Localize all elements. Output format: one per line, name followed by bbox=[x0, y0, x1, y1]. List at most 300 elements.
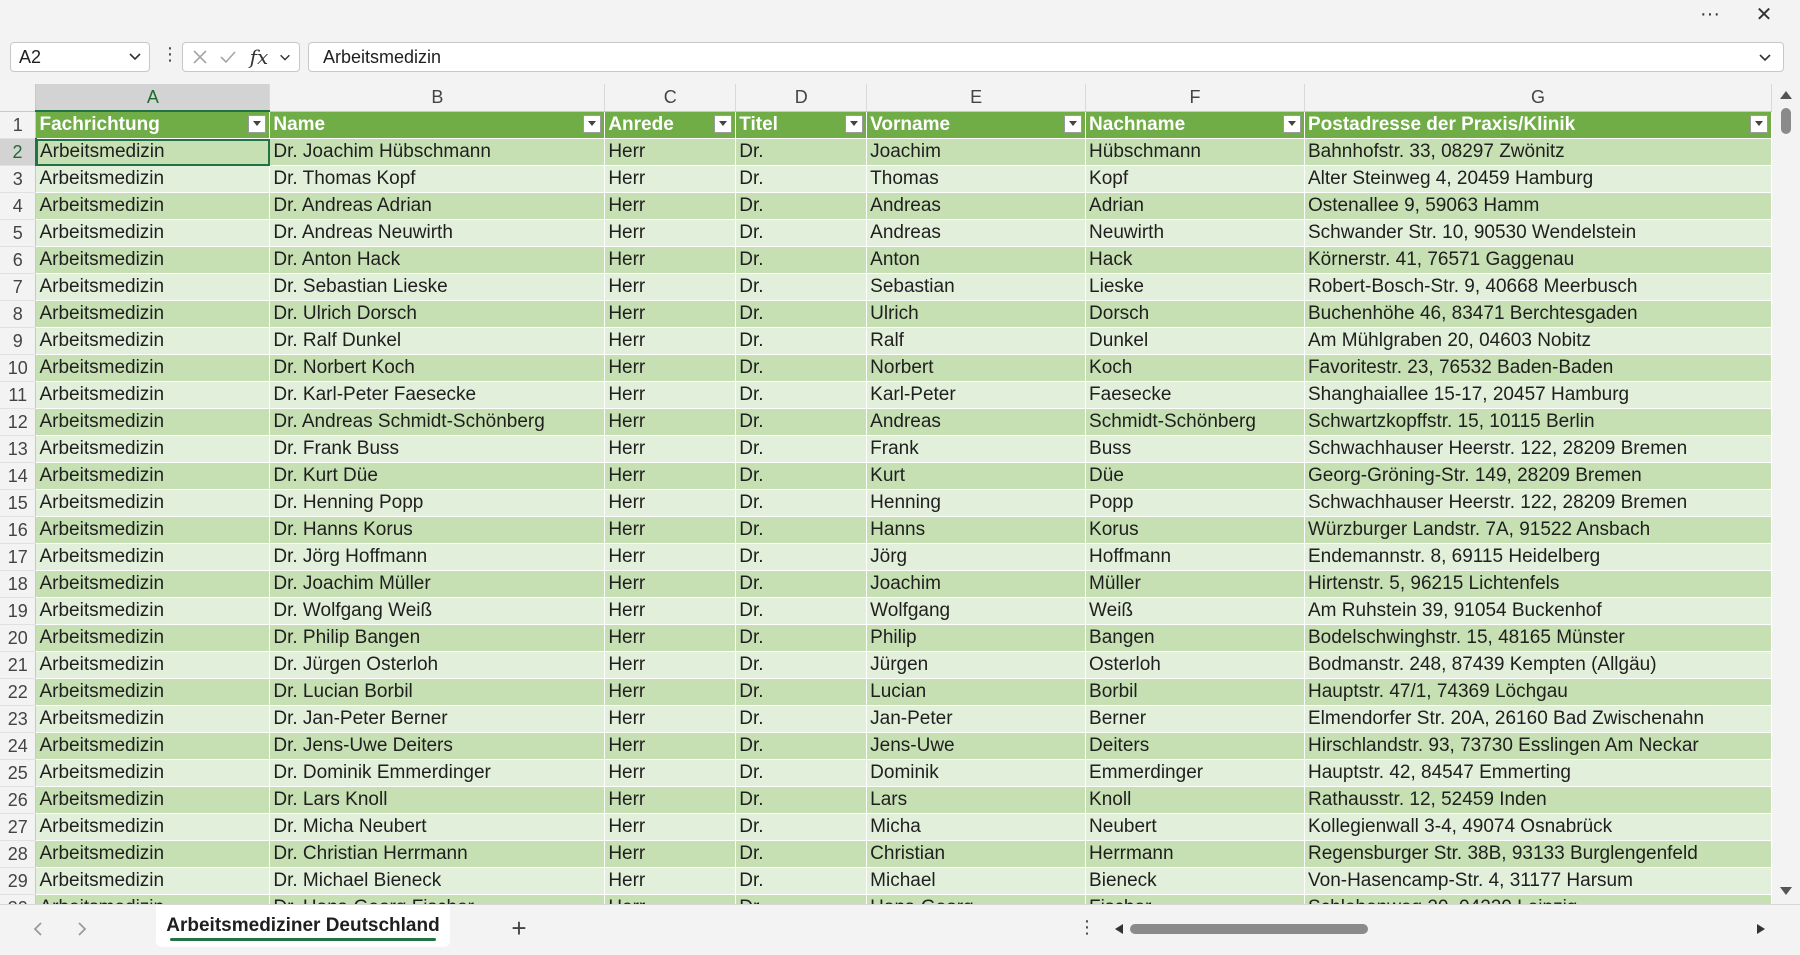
table-row bbox=[0, 301, 1772, 328]
cell-g[interactable]: Georg-Gröning-Str. 149, 28209 Bremen bbox=[1305, 463, 1772, 490]
cell-e[interactable]: Ulrich bbox=[867, 301, 1086, 328]
row-header[interactable]: 15 bbox=[0, 490, 36, 517]
column-header-a[interactable]: A bbox=[36, 84, 270, 111]
cell-c[interactable]: Herr bbox=[605, 571, 736, 598]
cell-d[interactable]: Dr. bbox=[736, 760, 867, 787]
cell-d[interactable]: Dr. bbox=[736, 220, 867, 247]
table-header-cell[interactable] bbox=[867, 111, 1086, 139]
column-header-g[interactable]: G bbox=[1305, 84, 1772, 111]
cell-e[interactable]: Lucian bbox=[867, 679, 1086, 706]
cell-e[interactable]: Jan-Peter bbox=[867, 706, 1086, 733]
cell-f[interactable]: Müller bbox=[1086, 571, 1305, 598]
column-header-d[interactable]: D bbox=[736, 84, 867, 111]
cell-e[interactable]: Lars bbox=[867, 787, 1086, 814]
table-header-cell[interactable] bbox=[605, 111, 736, 139]
cell-g[interactable]: Schwartzkopffstr. 15, 10115 Berlin bbox=[1305, 409, 1772, 436]
cell-a[interactable]: Arbeitsmedizin bbox=[36, 679, 270, 706]
cell-g[interactable]: Hauptstr. 42, 84547 Emmerting bbox=[1305, 760, 1772, 787]
vertical-scrollbar[interactable] bbox=[1772, 84, 1800, 904]
row-header[interactable]: 16 bbox=[0, 517, 36, 544]
cell-d[interactable]: Dr. bbox=[736, 517, 867, 544]
table-row bbox=[0, 139, 1772, 166]
cell-e[interactable]: Jens-Uwe bbox=[867, 733, 1086, 760]
cell-b[interactable]: Dr. Joachim Müller bbox=[270, 571, 605, 598]
vertical-dots-icon[interactable]: ⋮ bbox=[161, 44, 179, 64]
cell-f[interactable]: Adrian bbox=[1086, 193, 1305, 220]
table-row bbox=[0, 679, 1772, 706]
row-header[interactable]: 10 bbox=[0, 355, 36, 382]
next-sheet-icon[interactable] bbox=[72, 919, 92, 939]
cell-d[interactable]: Dr. bbox=[736, 733, 867, 760]
row-header[interactable]: 27 bbox=[0, 814, 36, 841]
cell-d[interactable]: Dr. bbox=[736, 841, 867, 868]
table-header-cell[interactable] bbox=[270, 111, 605, 139]
cell-c[interactable]: Herr bbox=[605, 625, 736, 652]
cell-g[interactable]: Regensburger Str. 38B, 93133 Burglengenfeld bbox=[1305, 841, 1772, 868]
scroll-left-icon[interactable] bbox=[1112, 922, 1126, 936]
insert-function-icon[interactable]: fx bbox=[249, 45, 269, 69]
add-sheet-button[interactable] bbox=[506, 912, 532, 943]
cell-f[interactable]: Deiters bbox=[1086, 733, 1305, 760]
sheet-tab-label: Arbeitsmediziner Deutschland bbox=[166, 915, 440, 936]
column-header-e[interactable]: E bbox=[867, 84, 1086, 111]
cell-b[interactable]: Dr. Lucian Borbil bbox=[270, 679, 605, 706]
cell-a[interactable]: Arbeitsmedizin bbox=[36, 787, 270, 814]
cell-e[interactable]: Thomas bbox=[867, 166, 1086, 193]
cell-f[interactable]: Kopf bbox=[1086, 166, 1305, 193]
cell-c[interactable]: Herr bbox=[605, 868, 736, 895]
filter-dropdown-icon[interactable] bbox=[248, 115, 266, 133]
cell-a[interactable]: Arbeitsmedizin bbox=[36, 598, 270, 625]
table-row bbox=[0, 706, 1772, 733]
cell-c[interactable]: Herr bbox=[605, 706, 736, 733]
cell-e[interactable]: Sebastian bbox=[867, 274, 1086, 301]
column-header-c[interactable]: C bbox=[605, 84, 736, 111]
table-row bbox=[0, 787, 1772, 814]
cell-f[interactable]: Weiß bbox=[1086, 598, 1305, 625]
cell-g[interactable]: Hirtenstr. 5, 96215 Lichtenfels bbox=[1305, 571, 1772, 598]
cell-a[interactable]: Arbeitsmedizin bbox=[36, 706, 270, 733]
cell-a[interactable]: Arbeitsmedizin bbox=[36, 490, 270, 517]
cell-d[interactable]: Dr. bbox=[736, 598, 867, 625]
cell-b[interactable]: Dr. Philip Bangen bbox=[270, 625, 605, 652]
row-header[interactable]: 20 bbox=[0, 625, 36, 652]
table-row bbox=[0, 355, 1772, 382]
cell-e[interactable]: Christian bbox=[867, 841, 1086, 868]
cell-e[interactable]: Wolfgang bbox=[867, 598, 1086, 625]
filter-dropdown-icon[interactable] bbox=[1064, 115, 1082, 133]
previous-sheet-icon[interactable] bbox=[28, 919, 48, 939]
row-header[interactable]: 17 bbox=[0, 544, 36, 571]
cell-f[interactable]: Lieske bbox=[1086, 274, 1305, 301]
cell-d[interactable]: Dr. bbox=[736, 625, 867, 652]
cell-d[interactable]: Dr. bbox=[736, 463, 867, 490]
cell-b[interactable]: Dr. Michael Bieneck bbox=[270, 868, 605, 895]
cell-f[interactable]: Herrmann bbox=[1086, 841, 1305, 868]
row-header[interactable]: 6 bbox=[0, 247, 36, 274]
cell-b[interactable]: Dr. Jan-Peter Berner bbox=[270, 706, 605, 733]
cell-c[interactable]: Herr bbox=[605, 787, 736, 814]
table-header-cell[interactable] bbox=[1086, 111, 1305, 139]
cell-c[interactable]: Herr bbox=[605, 841, 736, 868]
cell-c[interactable]: Herr bbox=[605, 814, 736, 841]
cell-c[interactable]: Herr bbox=[605, 733, 736, 760]
cell-b[interactable]: Dr. Jürgen Osterloh bbox=[270, 652, 605, 679]
cell-e[interactable]: Joachim bbox=[867, 139, 1086, 166]
cell-g[interactable]: Bodmanstr. 248, 87439 Kempten (Allgäu) bbox=[1305, 652, 1772, 679]
cell-d[interactable]: Dr. bbox=[736, 247, 867, 274]
cell-a[interactable]: Arbeitsmedizin bbox=[36, 517, 270, 544]
cell-e[interactable]: Frank bbox=[867, 436, 1086, 463]
cell-f[interactable]: Knoll bbox=[1086, 787, 1305, 814]
close-button[interactable] bbox=[1744, 0, 1784, 28]
cell-a[interactable]: Arbeitsmedizin bbox=[36, 139, 270, 166]
cell-g[interactable]: Favoritestr. 23, 76532 Baden-Baden bbox=[1305, 355, 1772, 382]
cell-a[interactable]: Arbeitsmedizin bbox=[36, 220, 270, 247]
table-header-cell[interactable] bbox=[1305, 111, 1772, 139]
cell-a[interactable]: Arbeitsmedizin bbox=[36, 355, 270, 382]
cell-g[interactable]: Kollegienwall 3-4, 49074 Osnabrück bbox=[1305, 814, 1772, 841]
row-header[interactable]: 13 bbox=[0, 436, 36, 463]
row-header[interactable]: 12 bbox=[0, 409, 36, 436]
cell-f[interactable]: Berner bbox=[1086, 706, 1305, 733]
cell-b[interactable]: Dr. Andreas Neuwirth bbox=[270, 220, 605, 247]
cell-c[interactable]: Herr bbox=[605, 301, 736, 328]
cell-b[interactable]: Dr. Karl-Peter Faesecke bbox=[270, 382, 605, 409]
cell-b[interactable]: Dr. Micha Neubert bbox=[270, 814, 605, 841]
table-row bbox=[0, 247, 1772, 274]
cell-c[interactable]: Herr bbox=[605, 598, 736, 625]
cell-f[interactable]: Neubert bbox=[1086, 814, 1305, 841]
vertical-scroll-thumb[interactable] bbox=[1781, 108, 1791, 134]
cell-g[interactable]: Hirschlandstr. 93, 73730 Esslingen Am Neckar bbox=[1305, 733, 1772, 760]
cell-a[interactable]: Arbeitsmedizin bbox=[36, 382, 270, 409]
row-header[interactable]: 3 bbox=[0, 166, 36, 193]
cell-f[interactable]: Faesecke bbox=[1086, 382, 1305, 409]
chevron-down-icon[interactable] bbox=[275, 46, 295, 68]
cell-a[interactable]: Arbeitsmedizin bbox=[36, 544, 270, 571]
cell-g[interactable]: Robert-Bosch-Str. 9, 40668 Meerbusch bbox=[1305, 274, 1772, 301]
cell-g[interactable]: Schwachhauser Heerstr. 122, 28209 Bremen bbox=[1305, 436, 1772, 463]
cell-c[interactable]: Herr bbox=[605, 436, 736, 463]
cell-d[interactable]: Dr. bbox=[736, 868, 867, 895]
header-label: Postadresse der Praxis/Klinik bbox=[1308, 113, 1576, 135]
cell-e[interactable]: Henning bbox=[867, 490, 1086, 517]
cell-e[interactable]: Ralf bbox=[867, 328, 1086, 355]
cell-f[interactable]: Borbil bbox=[1086, 679, 1305, 706]
cell-e[interactable]: Michael bbox=[867, 868, 1086, 895]
cell-b[interactable]: Dr. Wolfgang Weiß bbox=[270, 598, 605, 625]
cell-b[interactable]: Dr. Joachim Hübschmann bbox=[270, 139, 605, 166]
cell-e[interactable]: Kurt bbox=[867, 463, 1086, 490]
row-header[interactable]: 29 bbox=[0, 868, 36, 895]
cell-f[interactable]: Korus bbox=[1086, 517, 1305, 544]
name-box[interactable] bbox=[10, 42, 150, 72]
table-row bbox=[0, 544, 1772, 571]
cell-f[interactable]: Bieneck bbox=[1086, 868, 1305, 895]
cell-a[interactable]: Arbeitsmedizin bbox=[36, 625, 270, 652]
cell-f[interactable]: Hack bbox=[1086, 247, 1305, 274]
cell-g[interactable]: Alter Steinweg 4, 20459 Hamburg bbox=[1305, 166, 1772, 193]
scroll-right-icon[interactable] bbox=[1754, 922, 1768, 936]
filter-dropdown-icon[interactable] bbox=[714, 115, 732, 133]
cell-e[interactable]: Micha bbox=[867, 814, 1086, 841]
table-row bbox=[0, 490, 1772, 517]
cell-d[interactable]: Dr. bbox=[736, 706, 867, 733]
cell-f[interactable]: Dunkel bbox=[1086, 328, 1305, 355]
cell-g[interactable]: Am Mühlgraben 20, 04603 Nobitz bbox=[1305, 328, 1772, 355]
cell-a[interactable]: Arbeitsmedizin bbox=[36, 868, 270, 895]
row-header[interactable]: 22 bbox=[0, 679, 36, 706]
cell-e[interactable]: Anton bbox=[867, 247, 1086, 274]
cell-d[interactable]: Dr. bbox=[736, 193, 867, 220]
row-header[interactable]: 23 bbox=[0, 706, 36, 733]
cell-b[interactable]: Dr. Frank Buss bbox=[270, 436, 605, 463]
sheet-bar-resize-icon[interactable]: ⋮ bbox=[1078, 917, 1096, 937]
more-icon: ··· bbox=[1700, 2, 1720, 25]
cell-c[interactable]: Herr bbox=[605, 463, 736, 490]
cell-c[interactable]: Herr bbox=[605, 328, 736, 355]
cell-e[interactable]: Philip bbox=[867, 625, 1086, 652]
cell-g[interactable]: Schwachhauser Heerstr. 122, 28209 Bremen bbox=[1305, 490, 1772, 517]
cell-c[interactable]: Herr bbox=[605, 409, 736, 436]
cell-f[interactable]: Düe bbox=[1086, 463, 1305, 490]
cell-e[interactable]: Joachim bbox=[867, 571, 1086, 598]
cell-b[interactable]: Dr. Norbert Koch bbox=[270, 355, 605, 382]
cell-c[interactable]: Herr bbox=[605, 274, 736, 301]
row-header[interactable]: 24 bbox=[0, 733, 36, 760]
cell-b[interactable]: Dr. Lars Knoll bbox=[270, 787, 605, 814]
column-header-f[interactable]: F bbox=[1086, 84, 1305, 111]
cell-f[interactable]: Schmidt-Schönberg bbox=[1086, 409, 1305, 436]
cell-b[interactable]: Dr. Christian Herrmann bbox=[270, 841, 605, 868]
header-label: Nachname bbox=[1089, 113, 1186, 135]
cell-e[interactable]: Dominik bbox=[867, 760, 1086, 787]
spreadsheet-grid bbox=[0, 84, 1772, 904]
header-label: Name bbox=[273, 113, 326, 135]
row-header[interactable]: 19 bbox=[0, 598, 36, 625]
table-row bbox=[0, 220, 1772, 247]
filter-dropdown-icon[interactable] bbox=[845, 115, 863, 133]
cell-f[interactable]: Koch bbox=[1086, 355, 1305, 382]
row-header[interactable]: 18 bbox=[0, 571, 36, 598]
cell-d[interactable]: Dr. bbox=[736, 139, 867, 166]
active-tab-indicator bbox=[170, 938, 436, 941]
cell-g[interactable]: Am Ruhstein 39, 91054 Buckenhof bbox=[1305, 598, 1772, 625]
cell-c[interactable]: Herr bbox=[605, 193, 736, 220]
cell-a[interactable]: Arbeitsmedizin bbox=[36, 328, 270, 355]
formula-bar bbox=[0, 28, 1800, 84]
cell-g[interactable]: Bahnhofstr. 33, 08297 Zwönitz bbox=[1305, 139, 1772, 166]
filter-dropdown-icon[interactable] bbox=[1750, 115, 1768, 133]
column-header-b[interactable]: B bbox=[270, 84, 605, 111]
cell-b[interactable]: Dr. Andreas Adrian bbox=[270, 193, 605, 220]
cell-g[interactable]: Schwander Str. 10, 90530 Wendelstein bbox=[1305, 220, 1772, 247]
cell-e[interactable]: Andreas bbox=[867, 409, 1086, 436]
cell-a[interactable]: Arbeitsmedizin bbox=[36, 247, 270, 274]
plus-icon: + bbox=[511, 912, 527, 943]
cell-b[interactable]: Dr. Anton Hack bbox=[270, 247, 605, 274]
cell-d[interactable]: Dr. bbox=[736, 814, 867, 841]
cell-c[interactable]: Herr bbox=[605, 220, 736, 247]
cell-a[interactable]: Arbeitsmedizin bbox=[36, 301, 270, 328]
row-header[interactable]: 8 bbox=[0, 301, 36, 328]
cell-e[interactable]: Norbert bbox=[867, 355, 1086, 382]
cell-f[interactable]: Neuwirth bbox=[1086, 220, 1305, 247]
cell-b[interactable]: Dr. Thomas Kopf bbox=[270, 166, 605, 193]
row-header[interactable]: 26 bbox=[0, 787, 36, 814]
cell-d[interactable]: Dr. bbox=[736, 355, 867, 382]
cell-f[interactable]: Buss bbox=[1086, 436, 1305, 463]
cell-d[interactable]: Dr. bbox=[736, 571, 867, 598]
cell-a[interactable]: Arbeitsmedizin bbox=[36, 193, 270, 220]
cell-g[interactable]: Buchenhöhe 46, 83471 Berchtesgaden bbox=[1305, 301, 1772, 328]
cell-e[interactable]: Andreas bbox=[867, 220, 1086, 247]
cell-g[interactable]: Körnerstr. 41, 76571 Gaggenau bbox=[1305, 247, 1772, 274]
cell-f[interactable]: Osterloh bbox=[1086, 652, 1305, 679]
cell-d[interactable]: Dr. bbox=[736, 274, 867, 301]
row-header[interactable]: 4 bbox=[0, 193, 36, 220]
cell-f[interactable]: Emmerdinger bbox=[1086, 760, 1305, 787]
cell-c[interactable]: Herr bbox=[605, 760, 736, 787]
cell-g[interactable]: Rathausstr. 12, 52459 Inden bbox=[1305, 787, 1772, 814]
cell-d[interactable]: Dr. bbox=[736, 787, 867, 814]
cell-b[interactable]: Dr. Hanns Korus bbox=[270, 517, 605, 544]
cell-b[interactable]: Dr. Sebastian Lieske bbox=[270, 274, 605, 301]
cell-c[interactable]: Herr bbox=[605, 490, 736, 517]
cell-a[interactable]: Arbeitsmedizin bbox=[36, 760, 270, 787]
row-header[interactable]: 2 bbox=[0, 139, 36, 166]
table-row bbox=[0, 733, 1772, 760]
cell-e[interactable]: Andreas bbox=[867, 193, 1086, 220]
cell-c[interactable]: Herr bbox=[605, 247, 736, 274]
cell-c[interactable]: Herr bbox=[605, 679, 736, 706]
horizontal-scroll-thumb[interactable] bbox=[1130, 924, 1368, 934]
cell-f[interactable]: Hoffmann bbox=[1086, 544, 1305, 571]
cell-c[interactable]: Herr bbox=[605, 382, 736, 409]
row-header[interactable]: 21 bbox=[0, 652, 36, 679]
table-header-cell[interactable] bbox=[36, 111, 270, 139]
cell-c[interactable]: Herr bbox=[605, 139, 736, 166]
cell-e[interactable]: Jürgen bbox=[867, 652, 1086, 679]
cell-a[interactable]: Arbeitsmedizin bbox=[36, 571, 270, 598]
cell-b[interactable]: Dr. Ralf Dunkel bbox=[270, 328, 605, 355]
cell-d[interactable]: Dr. bbox=[736, 679, 867, 706]
cell-b[interactable]: Dr. Dominik Emmerdinger bbox=[270, 760, 605, 787]
filter-dropdown-icon[interactable] bbox=[583, 115, 601, 133]
cell-e[interactable]: Jörg bbox=[867, 544, 1086, 571]
header-label: Vorname bbox=[870, 113, 951, 135]
cell-d[interactable]: Dr. bbox=[736, 544, 867, 571]
enter-check-icon[interactable] bbox=[217, 46, 239, 68]
cell-g[interactable]: Endemannstr. 8, 69115 Heidelberg bbox=[1305, 544, 1772, 571]
row-header[interactable]: 25 bbox=[0, 760, 36, 787]
cell-d[interactable]: Dr. bbox=[736, 382, 867, 409]
cell-c[interactable]: Herr bbox=[605, 652, 736, 679]
table-row bbox=[0, 463, 1772, 490]
cell-a[interactable]: Arbeitsmedizin bbox=[36, 841, 270, 868]
cell-b[interactable]: Dr. Kurt Düe bbox=[270, 463, 605, 490]
cell-d[interactable]: Dr. bbox=[736, 301, 867, 328]
formula-input[interactable] bbox=[308, 42, 1784, 72]
cell-a[interactable]: Arbeitsmedizin bbox=[36, 652, 270, 679]
expand-formula-icon[interactable] bbox=[1757, 49, 1773, 65]
cell-e[interactable]: Karl-Peter bbox=[867, 382, 1086, 409]
table-row bbox=[0, 598, 1772, 625]
cell-d[interactable]: Dr. bbox=[736, 652, 867, 679]
cell-a[interactable]: Arbeitsmedizin bbox=[36, 166, 270, 193]
more-options-button[interactable] bbox=[1690, 0, 1730, 28]
cell-c[interactable]: Herr bbox=[605, 166, 736, 193]
row-header[interactable]: 14 bbox=[0, 463, 36, 490]
cell-a[interactable]: Arbeitsmedizin bbox=[36, 463, 270, 490]
select-all-corner[interactable] bbox=[0, 84, 36, 111]
scroll-up-icon[interactable] bbox=[1778, 88, 1794, 102]
cell-a[interactable]: Arbeitsmedizin bbox=[36, 733, 270, 760]
cell-f[interactable]: Dorsch bbox=[1086, 301, 1305, 328]
cell-f[interactable]: Popp bbox=[1086, 490, 1305, 517]
cell-a[interactable]: Arbeitsmedizin bbox=[36, 409, 270, 436]
filter-dropdown-icon[interactable] bbox=[1283, 115, 1301, 133]
header-label: Titel bbox=[739, 113, 778, 135]
cell-b[interactable]: Dr. Jörg Hoffmann bbox=[270, 544, 605, 571]
row-header[interactable]: 11 bbox=[0, 382, 36, 409]
cell-g[interactable]: Elmendorfer Str. 20A, 26160 Bad Zwischenahn bbox=[1305, 706, 1772, 733]
cell-d[interactable]: Dr. bbox=[736, 328, 867, 355]
cell-d[interactable]: Dr. bbox=[736, 490, 867, 517]
header-label: Anrede bbox=[608, 113, 674, 135]
table-row bbox=[0, 517, 1772, 544]
window-title-bar bbox=[0, 0, 1800, 29]
cell-d[interactable]: Dr. bbox=[736, 166, 867, 193]
cell-c[interactable]: Herr bbox=[605, 355, 736, 382]
horizontal-scrollbar[interactable] bbox=[1110, 917, 1770, 941]
cell-c[interactable]: Herr bbox=[605, 517, 736, 544]
cell-g[interactable]: Würzburger Landstr. 7A, 91522 Ansbach bbox=[1305, 517, 1772, 544]
cell-d[interactable]: Dr. bbox=[736, 409, 867, 436]
cell-a[interactable]: Arbeitsmedizin bbox=[36, 436, 270, 463]
cell-d[interactable]: Dr. bbox=[736, 436, 867, 463]
cell-b[interactable]: Dr. Andreas Schmidt-Schönberg bbox=[270, 409, 605, 436]
row-header[interactable]: 1 bbox=[0, 111, 36, 139]
chevron-down-icon[interactable] bbox=[127, 48, 143, 64]
sheet-tab-active[interactable] bbox=[156, 905, 450, 947]
cell-c[interactable]: Herr bbox=[605, 544, 736, 571]
cell-g[interactable]: Shanghaiallee 15-17, 20457 Hamburg bbox=[1305, 382, 1772, 409]
cell-b[interactable]: Dr. Ulrich Dorsch bbox=[270, 301, 605, 328]
row-header[interactable]: 28 bbox=[0, 841, 36, 868]
cell-b[interactable]: Dr. Jens-Uwe Deiters bbox=[270, 733, 605, 760]
cell-f[interactable]: Hübschmann bbox=[1086, 139, 1305, 166]
cell-g[interactable]: Von-Hasencamp-Str. 4, 31177 Harsum bbox=[1305, 868, 1772, 895]
cell-f[interactable]: Bangen bbox=[1086, 625, 1305, 652]
table-header-cell[interactable] bbox=[736, 111, 867, 139]
cell-b[interactable]: Dr. Henning Popp bbox=[270, 490, 605, 517]
cell-e[interactable]: Hanns bbox=[867, 517, 1086, 544]
scroll-down-icon[interactable] bbox=[1778, 884, 1794, 898]
cell-g[interactable]: Ostenallee 9, 59063 Hamm bbox=[1305, 193, 1772, 220]
row-header[interactable]: 5 bbox=[0, 220, 36, 247]
table-row bbox=[0, 382, 1772, 409]
row-header[interactable]: 9 bbox=[0, 328, 36, 355]
row-header[interactable]: 7 bbox=[0, 274, 36, 301]
cell-g[interactable]: Hauptstr. 47/1, 74369 Löchgau bbox=[1305, 679, 1772, 706]
cell-g[interactable]: Bodelschwinghstr. 15, 48165 Münster bbox=[1305, 625, 1772, 652]
cell-a[interactable]: Arbeitsmedizin bbox=[36, 814, 270, 841]
cancel-icon[interactable] bbox=[189, 46, 211, 68]
cell-a[interactable]: Arbeitsmedizin bbox=[36, 274, 270, 301]
table-row bbox=[0, 409, 1772, 436]
